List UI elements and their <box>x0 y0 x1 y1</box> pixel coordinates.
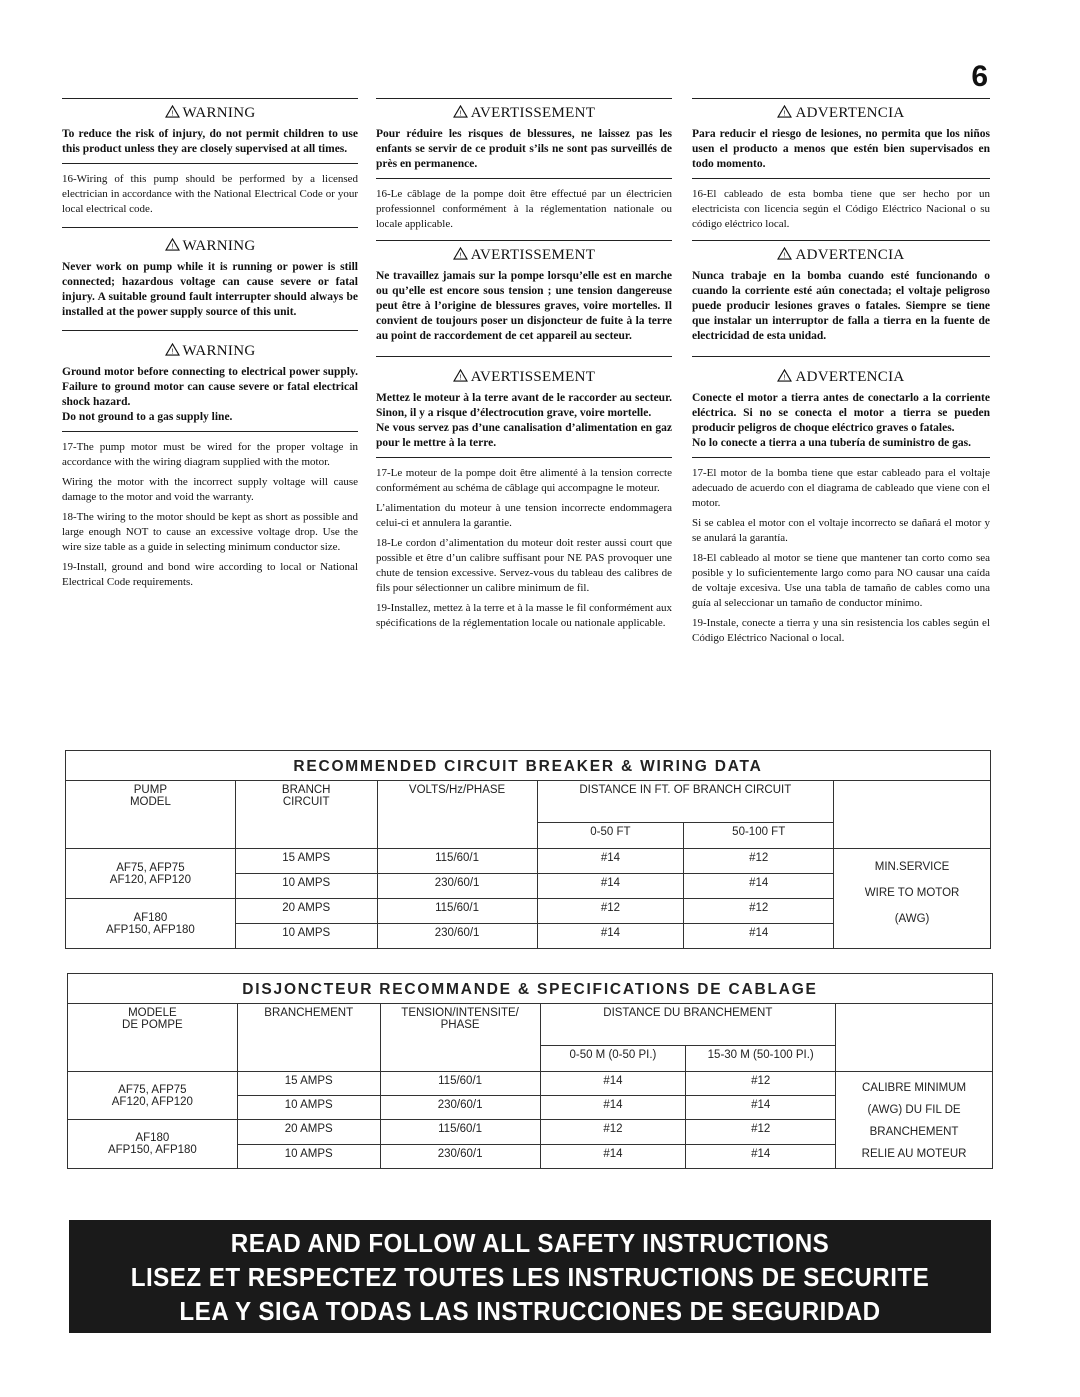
english-column <box>62 98 358 595</box>
wiring-table-english <box>65 750 991 949</box>
warning-heading: ! WARNING <box>62 343 358 360</box>
svg-text:!: ! <box>170 241 174 251</box>
warning-text: To reduce the risk of injury, do not permit children to use this product unless they are closely supervised at all times. <box>62 128 358 155</box>
gauge-cell: #14 <box>537 874 684 899</box>
gauge-cell: #14 <box>537 849 684 874</box>
volts-cell: 115/60/1 <box>380 1072 540 1096</box>
table-row <box>66 849 991 874</box>
warning-text: Ground motor before connecting to electrical power supply. Failure to ground motor can cause severe or fatal electrical shock hazard. <box>62 366 358 408</box>
wiring-table-french <box>67 973 993 1169</box>
gauge-cell: #14 <box>684 874 834 899</box>
warning-heading: ! WARNING <box>62 105 358 122</box>
gauge-cell: #14 <box>540 1072 686 1096</box>
header-distance-1: 0-50 M (0-50 PI.) <box>540 1046 686 1072</box>
paragraph-16: 16-Wiring of this pump should be performed by a licensed electrician in accordance with the National Electrical Code or your local electrical code. <box>62 173 358 215</box>
svg-text:!: ! <box>170 346 174 356</box>
model-group: AF75, AFP75 AF120, AFP120 <box>66 849 236 899</box>
gauge-cell: #14 <box>540 1096 686 1120</box>
svg-text:!: ! <box>459 372 462 382</box>
warning-triangle-icon <box>777 247 792 260</box>
svg-text:!: ! <box>459 250 462 260</box>
warning-heading: ! AVERTISSEMENT <box>376 105 672 122</box>
header-volts: VOLTS/Hz/PHASE <box>377 781 537 849</box>
gauge-cell: #14 <box>686 1145 836 1169</box>
paragraph-19: 19-Install, ground and bond wire according to local or National Electrical Code requirements. <box>62 561 358 588</box>
header-branch-circuit: BRANCH CIRCUIT <box>235 781 377 849</box>
gauge-cell: #14 <box>540 1145 686 1169</box>
amps-cell: 10 AMPS <box>235 874 377 899</box>
min-wire-note: CALIBRE MINIMUM (AWG) DU FIL DE BRANCHEMENT RELIE AU MOTEUR <box>836 1072 993 1169</box>
svg-text:!: ! <box>459 108 462 118</box>
warning-triangle-icon <box>777 105 792 118</box>
warning-triangle-icon <box>165 238 180 251</box>
header-volts: TENSION/INTENSITE/ PHASE <box>380 1004 540 1072</box>
paragraph-18: 18-Le cordon d’alimentation du moteur doit rester aussi court que possible et être d’un calibre suffisant pour NE PAS provoquer une chute de tension excessive. Servez-vous du tableau des calibres de fils pour sélectionner un calibre minimum de fil. <box>376 537 672 594</box>
warning-heading: ! AVERTISSEMENT <box>376 247 672 264</box>
gauge-cell: #12 <box>686 1072 836 1096</box>
banner-line-spanish: LEA Y SIGA TODAS LAS INSTRUCCIONES DE SEGURIDAD <box>179 1295 881 1326</box>
warning-text: No lo conecte a tierra a una tubería de suministro de gas. <box>692 437 971 449</box>
min-wire-note: MIN.SERVICE WIRE TO MOTOR (AWG) <box>834 849 991 949</box>
amps-cell: 10 AMPS <box>237 1096 380 1120</box>
amps-cell: 20 AMPS <box>235 899 377 924</box>
gauge-cell: #12 <box>686 1120 836 1145</box>
warning-text: Ne vous servez pas d’une canalisation d’alimentation en gaz pour le mettre à la terre. <box>376 422 672 449</box>
header-pump-model: PUMP MODEL <box>66 781 236 849</box>
amps-cell: 15 AMPS <box>235 849 377 874</box>
warning-text: Ne travaillez jamais sur la pompe lorsqu’elle est en marche ou qu’elle est encore sous tension ; une tension dangereuse peut être à l’origine de blessures graves, voire mortelles. Il convient de toujours poser un disjoncteur de fuite à la terre au point de raccordement de cet appareil au secteur. <box>376 270 672 342</box>
model-group: AF75, AFP75 AF120, AFP120 <box>68 1072 238 1120</box>
amps-cell: 10 AMPS <box>237 1145 380 1169</box>
header-distance: DISTANCE IN FT. OF BRANCH CIRCUIT <box>537 781 834 823</box>
header-distance: DISTANCE DU BRANCHEMENT <box>540 1004 836 1046</box>
header-blank <box>836 1004 993 1072</box>
page-number: 6 <box>971 60 988 93</box>
paragraph-17b: L’alimentation du moteur à une tension incorrecte endommagera celui-ci et annulera la garantie. <box>376 502 672 529</box>
amps-cell: 15 AMPS <box>237 1072 380 1096</box>
table-title: RECOMMENDED CIRCUIT BREAKER & WIRING DATA <box>66 751 991 781</box>
warning-triangle-icon <box>453 105 468 118</box>
volts-cell: 230/60/1 <box>380 1145 540 1169</box>
volts-cell: 230/60/1 <box>377 924 537 949</box>
header-distance-2: 50-100 FT <box>684 823 834 849</box>
svg-text:!: ! <box>783 108 787 118</box>
volts-cell: 115/60/1 <box>380 1120 540 1145</box>
warning-triangle-icon <box>165 343 180 356</box>
gauge-cell: #14 <box>684 924 834 949</box>
safety-banner <box>69 1220 991 1333</box>
warning-heading: ! ADVERTENCIA <box>692 247 990 264</box>
warning-text: Do not ground to a gas supply line. <box>62 411 233 423</box>
paragraph-17: 17-El motor de la bomba tiene que estar cableado para el voltaje adecuado de acuerdo con el diagrama de cableado que viene con el motor. <box>692 467 990 509</box>
warning-text: Mettez le moteur à la terre avant de le raccorder au secteur. Sinon, il y a risque d’électrocution grave, voire mortelle. <box>376 392 672 419</box>
gauge-cell: #12 <box>540 1120 686 1145</box>
header-branch: BRANCHEMENT <box>237 1004 380 1072</box>
spanish-column <box>692 98 990 651</box>
header-distance-1: 0-50 FT <box>537 823 684 849</box>
paragraph-19: 19-Instale, conecte a tierra y una sin resistencia los cables según el Código Eléctrico Nacional o local. <box>692 617 990 644</box>
volts-cell: 115/60/1 <box>377 899 537 924</box>
warning-triangle-icon <box>777 369 792 382</box>
header-pump-model: MODELE DE POMPE <box>68 1004 238 1072</box>
paragraph-18: 18-The wiring to the motor should be kept as short as possible and large enough NOT to cause an excessive voltage drop. Use the wire size table as a guide in selecting minimum conductor size. <box>62 511 358 553</box>
amps-cell: 10 AMPS <box>235 924 377 949</box>
paragraph-18: 18-El cableado al motor se tiene que mantener tan corto como sea posible y lo suficientemente largo como para NO causar una caída de voltaje excesiva. Use una tabla de tamaño de cables como una guía al seleccionar un tamaño de conductor mínimo. <box>692 552 990 609</box>
paragraph-17: 17-The pump motor must be wired for the proper voltage in accordance with the wiring diagram supplied with the motor. <box>62 441 358 468</box>
warning-triangle-icon <box>165 105 180 118</box>
paragraph-17: 17-Le moteur de la pompe doit être alimenté à la tension correcte conformément au schéma de câblage qui accompagne le moteur. <box>376 467 672 494</box>
warning-text: Nunca trabaje en la bomba cuando esté funcionando o cuando la corriente esté aún conectada; el voltaje peligroso puede producir lesiones graves o fatales. Siempre se tiene que instalar un interruptor de falla a tierra en la fuente de electricidad de esta unidad. <box>692 270 990 342</box>
warning-text: Para reducir el riesgo de lesiones, no permita que los niños usen el producto a menos que estén bien supervisados en todo momento. <box>692 128 990 170</box>
gauge-cell: #12 <box>537 899 684 924</box>
paragraph-17b: Wiring the motor with the incorrect supply voltage will cause damage to the motor and void the warranty. <box>62 476 358 503</box>
warning-heading: ! AVERTISSEMENT <box>376 369 672 386</box>
gauge-cell: #14 <box>537 924 684 949</box>
model-group: AF180 AFP150, AFP180 <box>66 899 236 949</box>
warning-text: Conecte el motor a tierra antes de conectarlo a la corriente eléctrica. Si no se conecta el motor a tierra se pueden producir peligros de choque eléctrico graves o fatales. <box>692 392 990 434</box>
banner-line-english: READ AND FOLLOW ALL SAFETY INSTRUCTIONS <box>230 1227 830 1258</box>
volts-cell: 230/60/1 <box>377 874 537 899</box>
warning-text: Never work on pump while it is running or power is still connected; hazardous voltage can cause severe or fatal injury. A suitable ground fault interrupter should always be installed at the power supply source of this unit. <box>62 261 358 318</box>
french-column <box>376 98 672 636</box>
volts-cell: 115/60/1 <box>377 849 537 874</box>
svg-text:!: ! <box>783 372 787 382</box>
header-distance-2: 15-30 M (50-100 PI.) <box>686 1046 836 1072</box>
banner-line-french: LISEZ ET RESPECTEZ TOUTES LES INSTRUCTIONS DE SECURITE <box>130 1261 930 1292</box>
svg-text:!: ! <box>783 250 787 260</box>
gauge-cell: #12 <box>684 899 834 924</box>
warning-triangle-icon <box>453 247 468 260</box>
warning-triangle-icon <box>453 369 468 382</box>
svg-text:!: ! <box>170 108 174 118</box>
header-blank <box>834 781 991 849</box>
paragraph-16: 16-El cableado de esta bomba tiene que ser hecho por un electricista con licencia según el Código Eléctrico Nacional o su código eléctrico local. <box>692 188 990 230</box>
model-group: AF180 AFP150, AFP180 <box>68 1120 238 1169</box>
warning-heading: ! ADVERTENCIA <box>692 369 990 386</box>
warning-heading: ! WARNING <box>62 238 358 255</box>
paragraph-16: 16-Le câblage de la pompe doit être effectué par un électricien professionnel conformément à la réglementation nationale ou locale applicable. <box>376 188 672 230</box>
volts-cell: 230/60/1 <box>380 1096 540 1120</box>
table-row <box>68 1072 993 1096</box>
paragraph-17b: Si se cablea el motor con el voltaje incorrecto se dañará el motor y se anulará la garantía. <box>692 517 990 544</box>
warning-text: Pour réduire les risques de blessures, ne laissez pas les enfants se servir de ce produit s’ils ne sont pas surveillés de près en permanence. <box>376 128 672 170</box>
table-title: DISJONCTEUR RECOMMANDE & SPECIFICATIONS DE CABLAGE <box>68 974 993 1004</box>
gauge-cell: #12 <box>684 849 834 874</box>
warning-heading: ! ADVERTENCIA <box>692 105 990 122</box>
paragraph-19: 19-Installez, mettez à la terre et à la masse le fil conformément aux spécifications de la réglementation locale ou nationale applicable. <box>376 602 672 629</box>
amps-cell: 20 AMPS <box>237 1120 380 1145</box>
gauge-cell: #14 <box>686 1096 836 1120</box>
